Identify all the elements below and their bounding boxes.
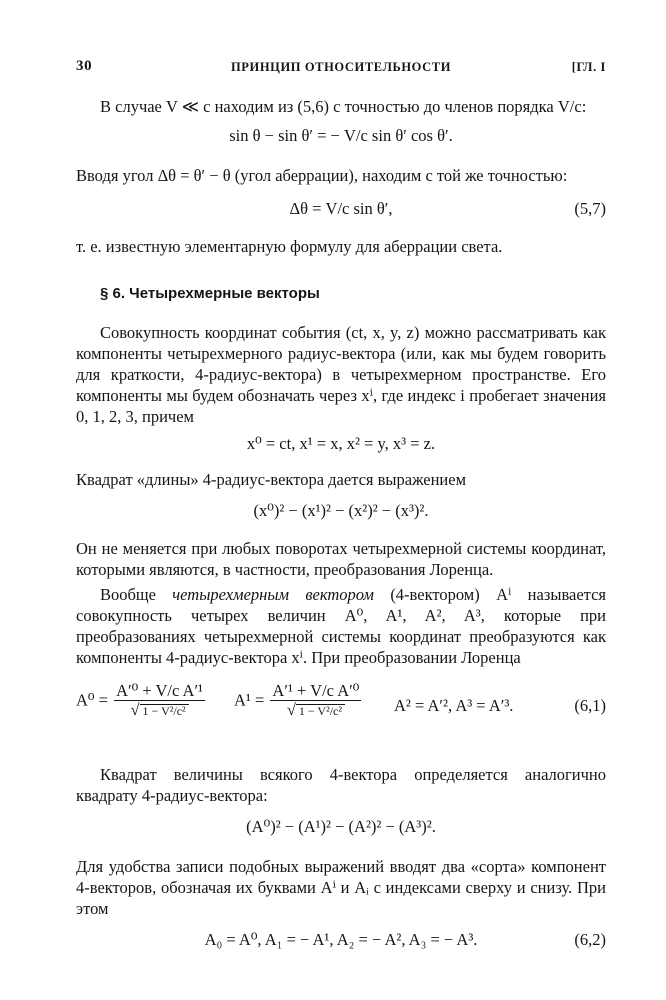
- eq61-a1-lhs: A¹ =: [234, 690, 265, 710]
- equation-length: (x⁰)² − (x¹)² − (x²)² − (x³)².: [253, 501, 429, 520]
- equation-sin: sin θ − sin θ′ = − V/c sin θ′ cos θ′.: [229, 126, 453, 145]
- equation-square: (A⁰)² − (A¹)² − (A²)² − (A³)².: [246, 817, 436, 836]
- page-header: [76, 52, 606, 78]
- equation-5-7-body: Δθ = V/c sin θ′,: [289, 199, 393, 218]
- paragraph-6: Он не меняется при любых поворотах четырехмерной системы координат, которыми являются, в частности, преобразования Лоренца.: [76, 539, 606, 579]
- chapter-label: [ГЛ. I: [571, 60, 606, 74]
- eq61-number: (6,1): [574, 696, 606, 715]
- eq61-a1-fraction: [270, 682, 361, 719]
- paragraph-7-start: Вообще: [100, 585, 173, 604]
- eq61-rest: A² = A′², A³ = A′³.: [394, 696, 514, 715]
- paragraph-8: Квадрат величины всякого 4-вектора определяется аналогично квадрату 4-радиус-вектора:: [76, 765, 606, 805]
- equation-6-2: [76, 929, 606, 951]
- eq61-a1: [234, 682, 363, 719]
- running-title: ПРИНЦИП ОТНОСИТЕЛЬНОСТИ: [230, 60, 452, 74]
- eq61-a0-fraction: [114, 682, 205, 719]
- eq61-a0-lhs: A⁰ =: [76, 690, 108, 710]
- eq61-a0: [76, 682, 207, 719]
- equation-6-2-body: A₀ = A⁰, A₁ = − A¹, A₂ = − A², A₃ = − A³.: [204, 930, 478, 949]
- paragraph-1: В случае V ≪ c находим из (5,6) с точностью до членов порядка V/c:: [100, 97, 587, 116]
- paragraph-2: Вводя угол Δθ = θ′ − θ (угол аберрации), находим с той же точностью:: [76, 166, 568, 185]
- paragraph-7-end: (4-вектором) Aⁱ называется совокупность четырех величин A⁰, A¹, A², A³, которые при преобразованиях четырехмерной системы координат преобразуются как компоненты 4-радиус-вектора xⁱ. При преобразовании Лоренца: [76, 585, 606, 667]
- paragraph-4: Совокупность координат события (ct, x, y, z) можно рассматривать как компоненты четырехмерного радиус-вектора (или, как мы будем говорить для краткости, 4-радиус-вектора) в четырехмерном пространстве. Его компоненты мы будем обозначать через xⁱ, где индекс i пробегает значения 0, 1, 2, 3, причем: [76, 323, 606, 426]
- eq61-a0-numerator: A′⁰ + V/c A′¹: [116, 681, 204, 700]
- term-four-vector: четырехмерным вектором: [172, 585, 374, 604]
- equation-6-1: [76, 682, 606, 752]
- paragraph-5: Квадрат «длины» 4-радиус-вектора дается выражением: [76, 470, 467, 489]
- eq61-a1-numerator: A′¹ + V/c A′⁰: [272, 681, 360, 700]
- section-heading: § 6. Четырехмерные векторы: [100, 285, 320, 302]
- eq61-a1-radicand: 1 − V²/c²: [296, 704, 345, 718]
- paragraph-9: Для удобства записи подобных выражений вводят два «сорта» компонент 4-векторов, обозначая их буквами Aⁱ и Aᵢ с индексами сверху и снизу. При этом: [76, 857, 606, 918]
- equation-5-7: [76, 198, 606, 220]
- eq61-a1-denominator: √ 1 − V²/c²: [270, 701, 361, 719]
- eq61-a0-radicand: 1 − V²/c²: [140, 704, 189, 718]
- eq61-a0-denominator: √ 1 − V²/c²: [114, 701, 205, 719]
- book-page: [76, 52, 606, 951]
- equation-6-2-number: (6,2): [574, 930, 606, 949]
- paragraph-7: [76, 584, 606, 668]
- paragraph-3: т. е. известную элементарную формулу для аберрации света.: [76, 237, 503, 256]
- equation-coordinates: x⁰ = ct, x¹ = x, x² = y, x³ = z.: [246, 434, 436, 453]
- page-number: 30: [76, 58, 93, 74]
- equation-5-7-number: (5,7): [574, 199, 606, 218]
